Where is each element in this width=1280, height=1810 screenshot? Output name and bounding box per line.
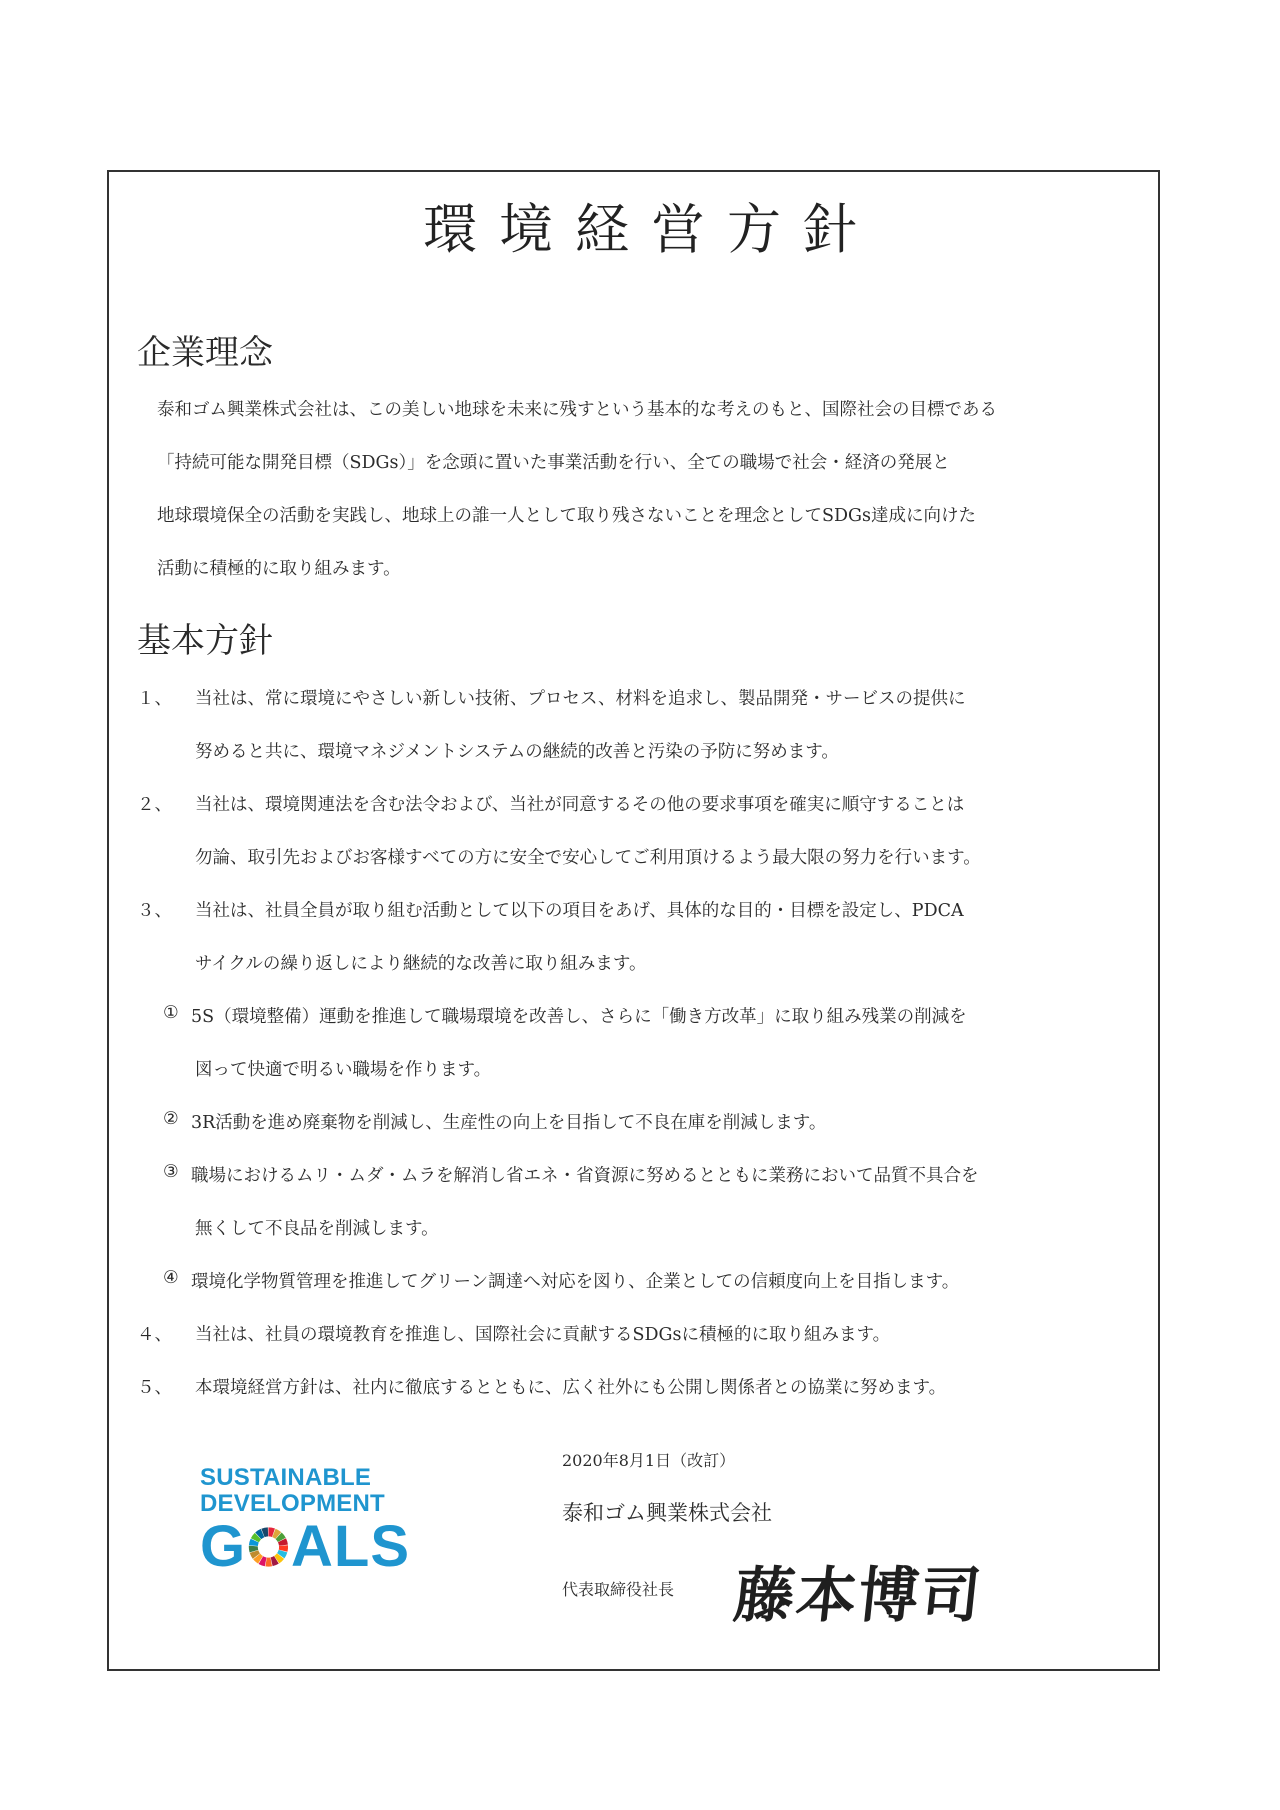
signature: 藤本博司 <box>730 1561 987 1631</box>
policy-item-text: 本環境経営方針は、社内に徹底するとともに、広く社外にも公開し関係者との協業に努めます。 <box>195 1378 947 1398</box>
policy-subitem-3-cont: 無くして不良品を削減します。 <box>195 1219 439 1239</box>
subitem-mark: ① <box>163 1003 179 1023</box>
company-name: 泰和ゴム興業株式会社 <box>562 1501 772 1525</box>
policy-item-text: 当社は、常に環境にやさしい新しい技術、プロセス、材料を追求し、製品開発・サービスの提供に <box>195 689 966 709</box>
sdg-logo-line-2: DEVELOPMENT <box>200 1490 385 1517</box>
policy-item-text: 努めると共に、環境マネジメントシステムの継続的改善と汚染の予防に努めます。 <box>195 742 839 762</box>
sdg-logo-line-1: SUSTAINABLE <box>200 1464 372 1491</box>
representative-title: 代表取締役社長 <box>562 1580 675 1599</box>
policy-item-text: 当社は、社員全員が取り組む活動として以下の項目をあげ、具体的な目的・目標を設定し、PDCA <box>195 901 964 921</box>
sdg-wheel-icon <box>248 1523 289 1571</box>
subitem-text: 5S（環境整備）運動を推進して職場環境を改善し、さらに「働き方改革」に取り組み残業の削減を <box>191 1007 967 1027</box>
policy-subitem-1-cont: 図って快適で明るい職場を作ります。 <box>195 1060 492 1080</box>
subitem-mark: ③ <box>163 1162 179 1182</box>
revision-date: 2020年8月1日（改訂） <box>562 1451 736 1470</box>
policy-item-number: ３、 <box>137 901 172 921</box>
subitem-mark: ② <box>163 1109 179 1129</box>
sdg-logo <box>200 1464 410 1579</box>
philosophy-line-4: 活動に積極的に取り組みます。 <box>157 559 401 579</box>
document-title: 環境経営方針 <box>423 198 879 261</box>
sdg-goals-g: G <box>200 1514 247 1579</box>
philosophy-line-2: 「持続可能な開発目標（SDGs）」を念頭に置いた事業活動を行い、全ての職場で社会・経済の発展と <box>157 453 950 473</box>
sdg-goals-rest: ALS <box>291 1514 410 1579</box>
subitem-text: 3R活動を進め廃棄物を削減し、生産性の向上を目指して不良在庫を削減します。 <box>191 1113 827 1133</box>
policy-item-text: サイクルの繰り返しにより継続的な改善に取り組みます。 <box>195 954 647 974</box>
philosophy-heading: 企業理念 <box>137 333 273 373</box>
policy-item-number: ４、 <box>137 1325 172 1345</box>
policy-item-text: 当社は、環境関連法を含む法令および、当社が同意するその他の要求事項を確実に順守することは <box>195 795 965 815</box>
philosophy-line-1: 泰和ゴム興業株式会社は、この美しい地球を未来に残すという基本的な考えのもと、国際社会の目標である <box>157 400 997 420</box>
philosophy-paragraph <box>157 384 1137 596</box>
subitem-mark: ④ <box>163 1268 179 1288</box>
policy-item-number: ２、 <box>137 795 172 815</box>
subitem-text: 環境化学物質管理を推進してグリーン調達へ対応を図り、企業としての信頼度向上を目指します。 <box>191 1272 960 1292</box>
sdg-goals-word <box>200 1514 410 1579</box>
policy-item-number: ５、 <box>137 1378 172 1398</box>
subitem-text: 職場におけるムリ・ムダ・ムラを解消し省エネ・省資源に努めるとともに業務において品質不具合を <box>191 1166 979 1186</box>
policy-heading: 基本方針 <box>137 621 273 661</box>
policy-item-text: 勿論、取引先およびお客様すべての方に安全で安心してご利用頂けるよう最大限の努力を行います。 <box>195 848 981 868</box>
policy-item-number: １、 <box>137 689 172 709</box>
philosophy-line-3: 地球環境保全の活動を実践し、地球上の誰一人として取り残さないことを理念としてSDGs達成に向けた <box>157 506 976 526</box>
policy-item-text: 当社は、社員の環境教育を推進し、国際社会に貢献するSDGsに積極的に取り組みます。 <box>195 1325 891 1345</box>
